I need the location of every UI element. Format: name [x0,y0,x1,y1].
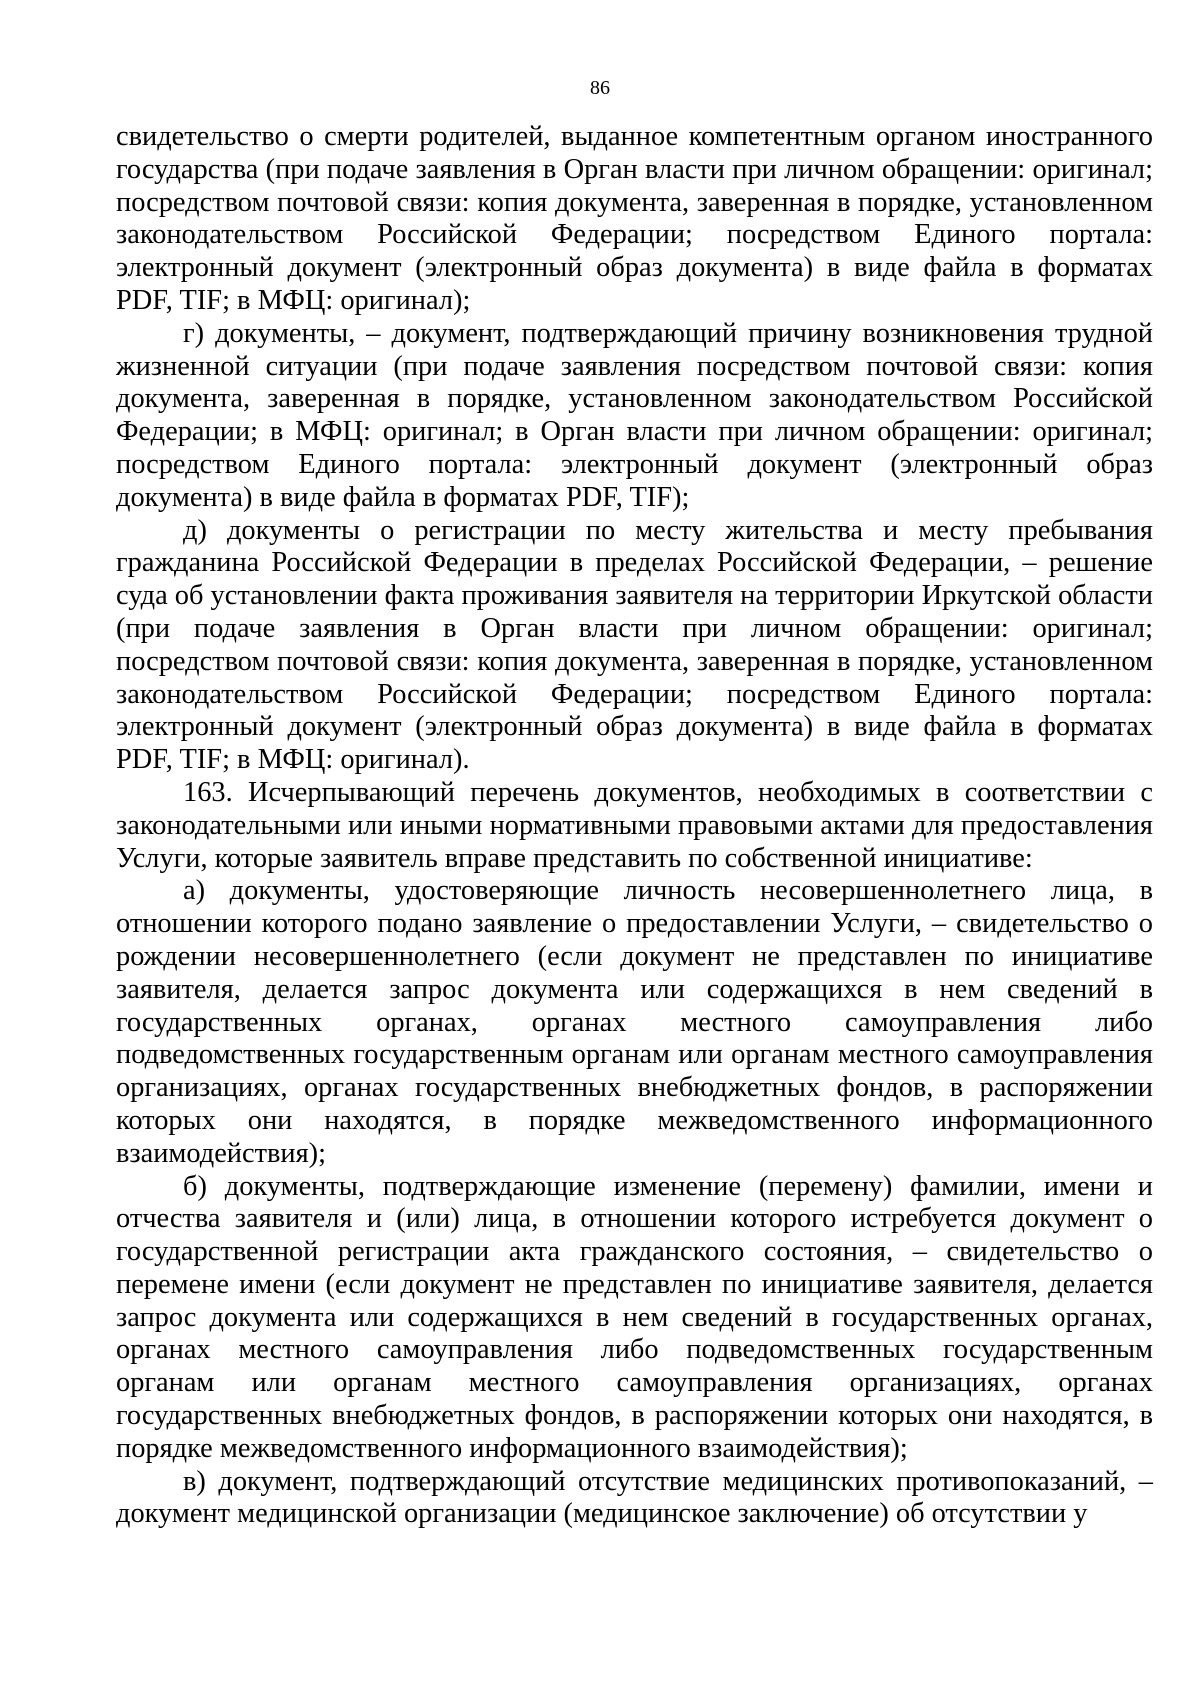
paragraph-item-b: б) документы, подтверждающие изменение (перемену) фамилии, имени и отчества заявителя и (или) лица, в отношении которого истребуется документ о государственной регистрации акта гражданского состояния, – свидетельство о перемене имени (если документ не представлен по инициативе заявителя, делается запрос документа или содержащихся в нем сведений в государственных органах, органах местного самоуправления либо подведомственных государственным органам или органам местного самоуправления организациях, органах государственных внебюджетных фондов, в распоряжении которых они находятся, в порядке межведомственного информационного взаимодействия); [116,1170,1153,1464]
page-number: 86 [590,77,610,99]
paragraph-item-d: д) документы о регистрации по месту жительства и месту пребывания гражданина Российской Федерации в пределах Российской Федерации, – решение суда об установлении факта проживания заявителя на территории Иркутской области (при подаче заявления в Орган власти при личном обращении: оригинал; посредством почтовой связи: копия документа, заверенная в порядке, установленном законодательством Российской Федерации; посредством Единого портала: электронный документ (электронный образ документа) в виде файла в форматах PDF, TIF; в МФЦ: оригинал). [116,514,1153,776]
paragraph-death-certificate-continuation: свидетельство о смерти родителей, выданное компетентным органом иностранного государства (при подаче заявления в Орган власти при личном обращении: оригинал; посредством почтовой связи: копия документа, заверенная в порядке, установленном законодательством Российской Федерации; посредством Единого портала: электронный документ (электронный образ документа) в виде файла в форматах PDF, TIF; в МФЦ: оригинал); [116,121,1153,316]
paragraph-item-g: г) документы, – документ, подтверждающий причину возникновения трудной жизненной ситуации (при подаче заявления посредством почтовой связи: копия документа, заверенная в порядке, установленном законодательством Российской Федерации; в МФЦ: оригинал; в Орган власти при личном обращении: оригинал; посредством Единого портала: электронный документ (электронный образ документа) в виде файла в форматах PDF, TIF); [116,317,1153,513]
paragraph-item-v: в) документ, подтверждающий отсутствие медицинских противопоказаний, – документ медицинской организации (медицинское заключение) об отсутствии у [116,1465,1153,1530]
document-body [116,121,1153,1531]
paragraph-section-163: 163. Исчерпывающий перечень документов, необходимых в соответствии с законодательными или иными нормативными правовыми актами для предоставления Услуги, которые заявитель вправе представить по собственной инициативе: [116,776,1153,874]
paragraph-item-a: а) документы, удостоверяющие личность несовершеннолетнего лица, в отношении которого подано заявление о предоставлении Услуги, – свидетельство о рождении несовершеннолетнего (если документ не представлен по инициативе заявителя, делается запрос документа или содержащихся в нем сведений в государственных органах, органах местного самоуправления либо подведомственных государственным органам или органам местного самоуправления организациях, органах государственных внебюджетных фондов, в распоряжении которых они находятся, в порядке межведомственного информационного взаимодействия); [116,875,1153,1169]
